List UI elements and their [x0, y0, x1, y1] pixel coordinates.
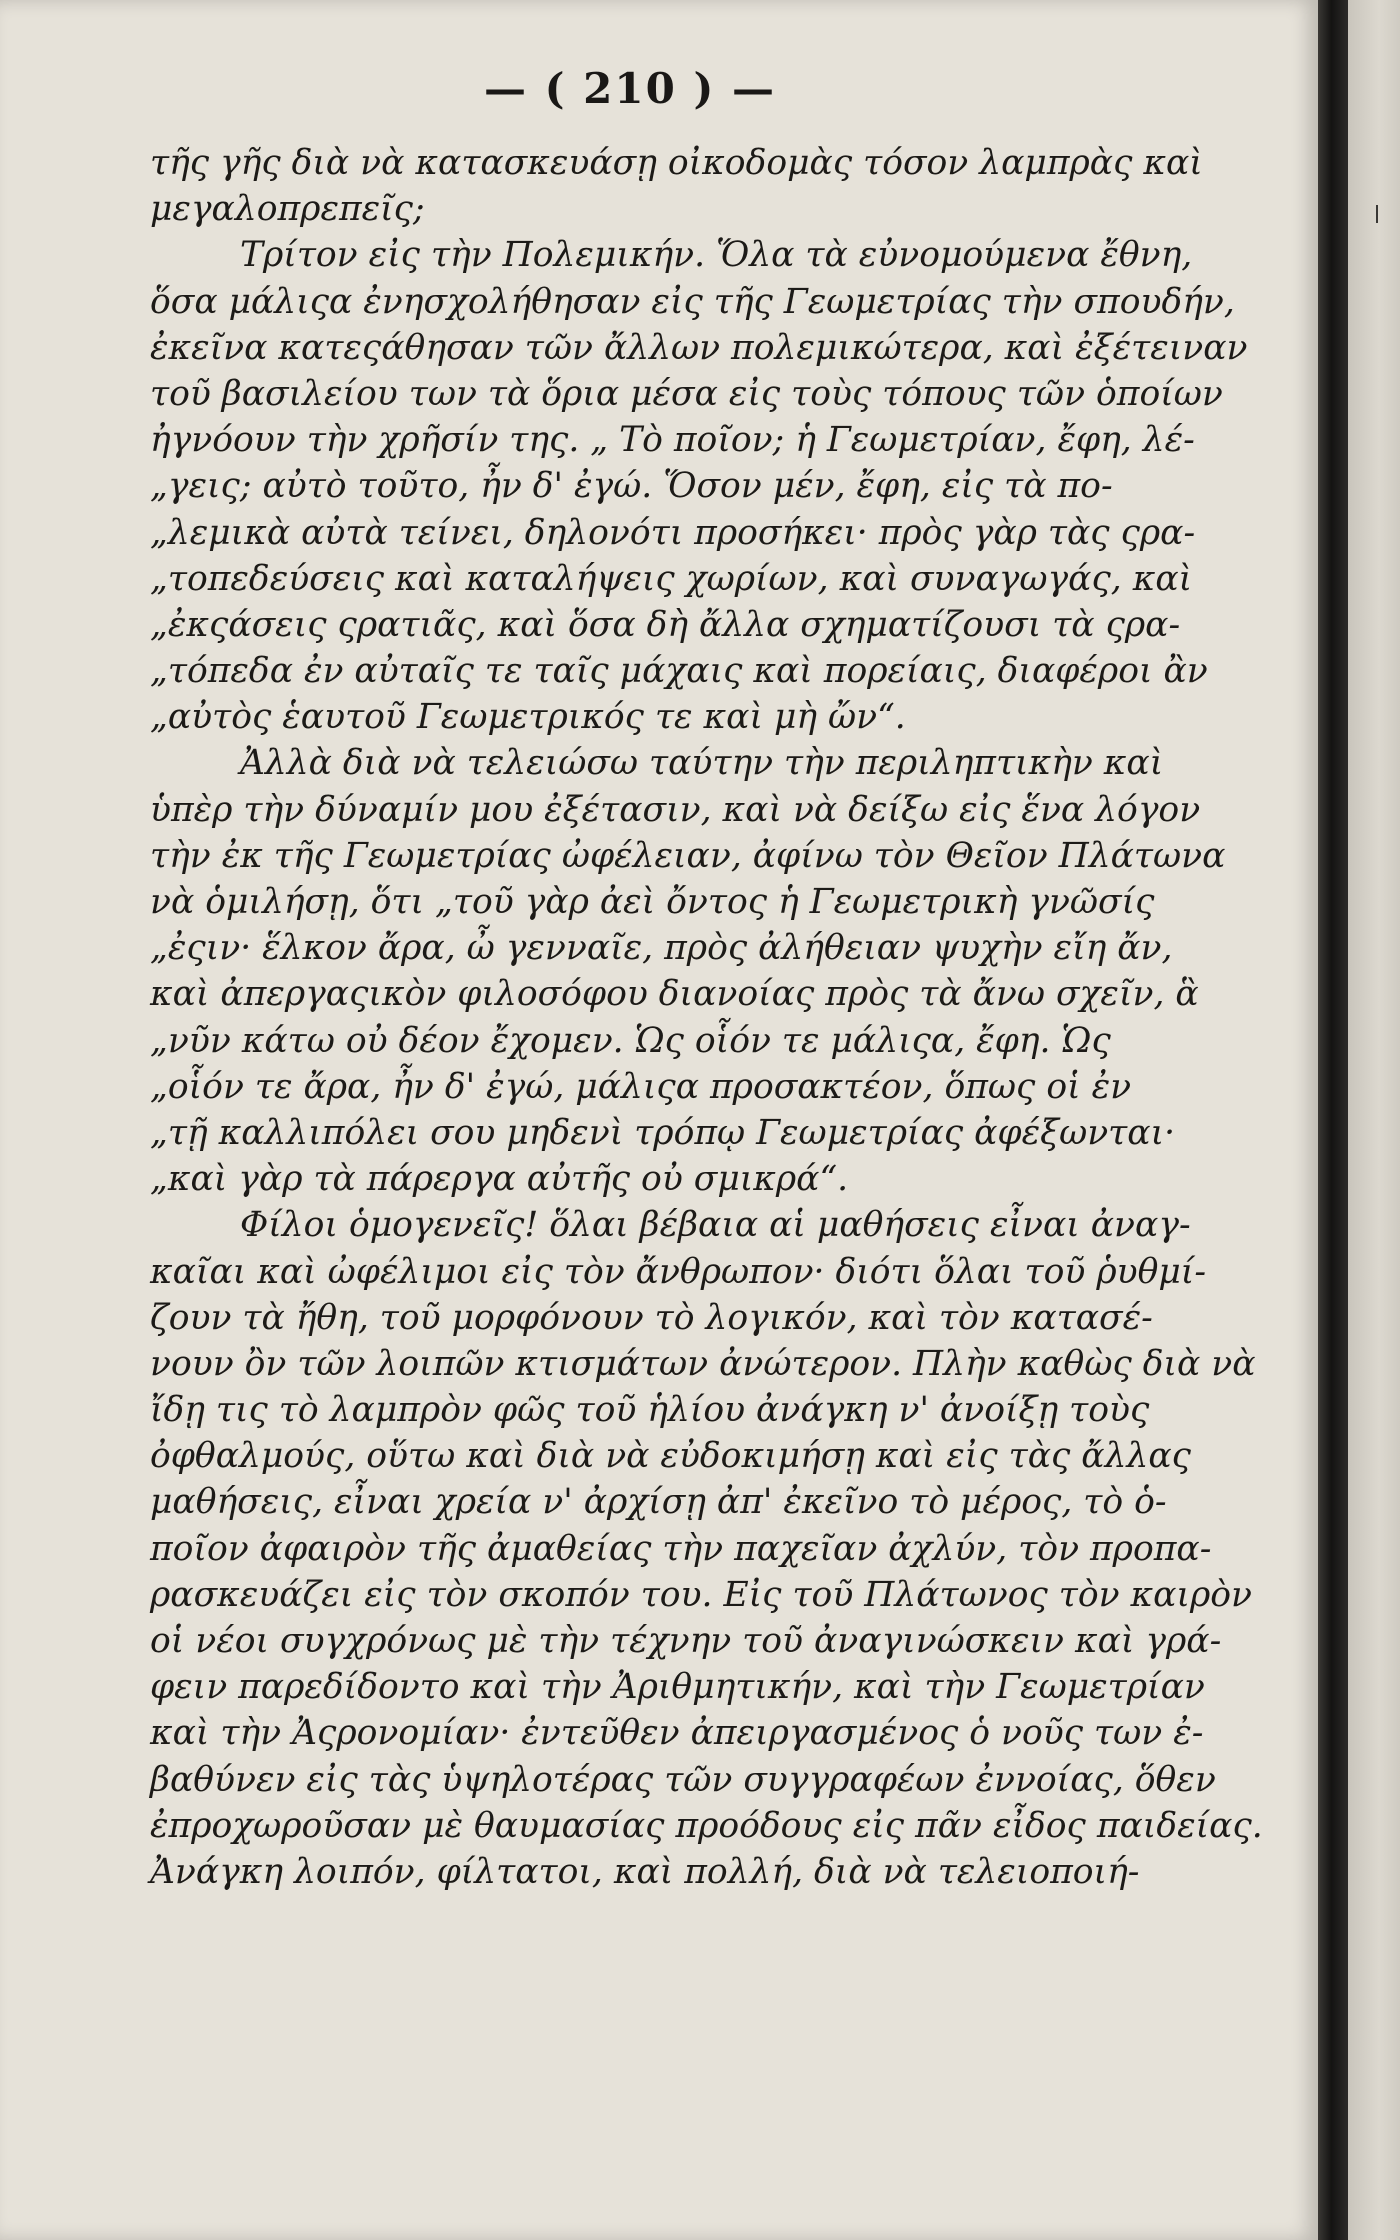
text-line: ρασκευάζει εἰς τὸν σκοπόν του. Εἰς τοῦ Πλάτωνος τὸν καιρὸν — [150, 1574, 1253, 1615]
text-line: μεγαλοπρεπεῖς; — [150, 189, 425, 230]
text-line: ἴδῃ τις τὸ λαμπρὸν φῶς τοῦ ἡλίου ἀνάγκη ν' ἀνοίξῃ τοὺς — [150, 1390, 1150, 1431]
text-line: τοῦ βασιλείου των τὰ ὅρια μέσα εἰς τοὺς τόπους τῶν ὁποίων — [150, 373, 1223, 414]
body-text — [150, 140, 1275, 1895]
text-line: τῆς γῆς διὰ νὰ κατασκευάσῃ οἰκοδομὰς τόσον λαμπρὰς καὶ — [150, 143, 1203, 183]
text-line: Τρίτον εἰς τὴν Πολεμικήν. Ὅλα τὰ εὐνομούμενα ἔθνη, — [240, 235, 1193, 276]
text-line: „τῇ καλλιπόλει σου μηδενὶ τρόπῳ Γεωμετρίας ἀφέξωνται· — [150, 1112, 1176, 1153]
text-line: βαθύνεν εἰς τὰς ὑψηλοτέρας τῶν συγγραφέων ἐννοίας, ὅθεν — [150, 1759, 1216, 1800]
text-line: „ἐκςάσεις ςρατιᾶς, καὶ ὅσα δὴ ἄλλα σχηματίζουσι τὰ ςρα- — [150, 604, 1181, 645]
text-line: νουν ὂν τῶν λοιπῶν κτισμάτων ἀνώτερον. Πλὴν καθὼς διὰ νὰ — [150, 1343, 1256, 1384]
text-line: ἐπροχωροῦσαν μὲ θαυμασίας προόδους εἰς πᾶν εἶδος παιδείας. — [150, 1805, 1263, 1846]
text-line: ὀφθαλμούς, οὕτω καὶ διὰ νὰ εὐδοκιμήσῃ καὶ εἰς τὰς ἄλλας — [150, 1436, 1191, 1477]
text-line: „αὐτὸς ἑαυτοῦ Γεωμετρικός τε καὶ μὴ ὤν“. — [150, 697, 906, 738]
text-line: τὴν ἐκ τῆς Γεωμετρίας ὠφέλειαν, ἀφίνω τὸν Θεῖον Πλάτωνα — [150, 835, 1226, 876]
margin-mark — [1376, 205, 1378, 223]
page-number-header: — ( 210 ) — — [484, 64, 776, 113]
text-line: καὶ ἀπεργαςικὸν φιλοσόφου διανοίας πρὸς τὰ ἄνω σχεῖν, ἃ — [150, 974, 1199, 1015]
text-line: Ἀνάγκη λοιπόν, φίλτατοι, καὶ πολλή, διὰ νὰ τελειοποιή- — [150, 1851, 1140, 1892]
text-line: οἱ νέοι συγχρόνως μὲ τὴν τέχνην τοῦ ἀναγινώσκειν καὶ γρά- — [150, 1621, 1222, 1661]
text-line: „λεμικὰ αὐτὰ τείνει, δηλονότι προσήκει· πρὸς γὰρ τὰς ςρα- — [150, 512, 1196, 553]
text-line: ποῖον ἀφαιρὸν τῆς ἀμαθείας τὴν παχεῖαν ἀχλύν, τὸν προπα- — [150, 1528, 1212, 1569]
text-line: „καὶ γὰρ τὰ πάρεργα αὐτῆς οὐ σμικρά“. — [150, 1159, 849, 1200]
text-line: „ἐςιν· ἕλκον ἄρα, ὦ γενναῖε, πρὸς ἀλήθειαν ψυχὴν εἴη ἄν, — [150, 928, 1173, 969]
text-line: καὶ τὴν Ἀςρονομίαν· ἐντεῦθεν ἀπειργασμένος ὁ νοῦς των ἐ- — [150, 1713, 1204, 1754]
text-line: „γεις; αὐτὸ τοῦτο, ἦν δ' ἐγώ. Ὅσον μέν, ἔφη, εἰς τὰ πο- — [150, 466, 1113, 507]
text-line: μαθήσεις, εἶναι χρεία ν' ἀρχίσῃ ἀπ' ἐκεῖνο τὸ μέρος, τὸ ὁ- — [150, 1482, 1167, 1523]
text-line: „τοπεδεύσεις καὶ καταλήψεις χωρίων, καὶ συναγωγάς, καὶ — [150, 558, 1193, 599]
text-line: ἐκεῖνα κατεςάθησαν τῶν ἄλλων πολεμικώτερα, καὶ ἐξέτειναν — [150, 327, 1248, 368]
text-line: ἠγνόουν τὴν χρῆσίν της. „ Τὸ ποῖον; ἡ Γεωμετρίαν, ἔφη, λέ- — [150, 420, 1195, 461]
text-line: νὰ ὁμιλήσῃ, ὅτι „τοῦ γὰρ ἀεὶ ὄντος ἡ Γεωμετρικὴ γνῶσίς — [150, 882, 1155, 922]
text-line: „τόπεδα ἐν αὐταῖς τε ταῖς μάχαις καὶ πορείαις, διαφέροι ἂν — [150, 651, 1208, 692]
book-gutter — [1318, 0, 1348, 2240]
text-line: φειν παρεδίδοντο καὶ τὴν Ἀριθμητικήν, καὶ τὴν Γεωμετρίαν — [150, 1667, 1205, 1708]
text-line: Ἀλλὰ διὰ νὰ τελειώσω ταύτην τὴν περιληπτικὴν καὶ — [240, 743, 1164, 784]
text-line: Φίλοι ὁμογενεῖς! ὅλαι βέβαια αἱ μαθήσεις εἶναι ἀναγ- — [240, 1205, 1191, 1246]
text-line: ὅσα μάλιςα ἐνησχολήθησαν εἰς τῆς Γεωμετρίας τὴν σπουδήν, — [150, 281, 1235, 322]
facing-page-edge — [1348, 0, 1400, 2240]
text-line: ὑπὲρ τὴν δύναμίν μου ἐξέτασιν, καὶ νὰ δείξω εἰς ἕνα λόγον — [150, 789, 1201, 830]
text-line: καῖαι καὶ ὠφέλιμοι εἰς τὸν ἄνθρωπον· διότι ὅλαι τοῦ ῥυθμί- — [150, 1251, 1206, 1292]
text-line: „νῦν κάτω οὐ δέον ἔχομεν. Ὡς οἷόν τε μάλιςα, ἔφη. Ὡς — [150, 1020, 1111, 1061]
text-line: ζουν τὰ ἤθη, τοῦ μορφόνουν τὸ λογικόν, καὶ τὸν κατασέ- — [150, 1297, 1153, 1338]
text-line: „οἷόν τε ἄρα, ἦν δ' ἐγώ, μάλιςα προσακτέον, ὅπως οἱ ἐν — [150, 1066, 1132, 1107]
